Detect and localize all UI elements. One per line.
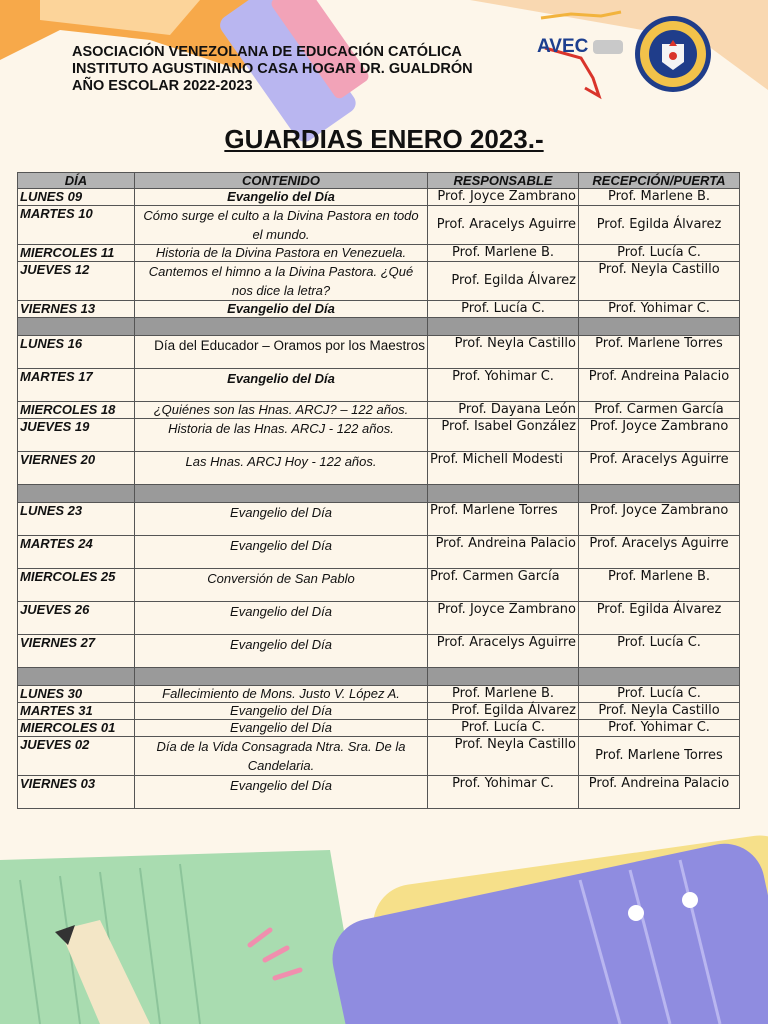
cell-recepcion: Prof. Joyce Zambrano xyxy=(579,419,740,452)
cell-recepcion: Prof. Aracelys Aguirre xyxy=(579,452,740,485)
week-separator xyxy=(18,318,740,336)
table-row xyxy=(18,776,740,809)
cell-recepcion: Prof. Andreina Palacio xyxy=(579,776,740,809)
table-header-row xyxy=(18,173,740,189)
cell-contenido: Día del Educador – Oramos por los Maestros xyxy=(135,336,428,369)
cell-responsable: Prof. Neyla Castillo xyxy=(428,737,579,776)
cell-contenido: Cómo surge el culto a la Divina Pastora en todo el mundo. xyxy=(135,206,428,245)
header-contenido: CONTENIDO xyxy=(135,173,428,189)
cell-recepcion: Prof. Neyla Castillo xyxy=(579,703,740,720)
cell-dia: MARTES 17 xyxy=(18,369,135,402)
cell-contenido: Evangelio del Día xyxy=(135,602,428,635)
svg-text:AVEC: AVEC xyxy=(537,36,589,57)
week-separator xyxy=(18,668,740,686)
table-row xyxy=(18,262,740,301)
cell-responsable: Prof. Marlene B. xyxy=(428,686,579,703)
table-row xyxy=(18,419,740,452)
cell-dia: MARTES 31 xyxy=(18,703,135,720)
table-row xyxy=(18,206,740,245)
cell-dia: MIERCOLES 18 xyxy=(18,402,135,419)
cell-dia: LUNES 23 xyxy=(18,503,135,536)
cell-contenido: Las Hnas. ARCJ Hoy - 122 años. xyxy=(135,452,428,485)
week-separator xyxy=(18,485,740,503)
cell-contenido: ¿Quiénes son las Hnas. ARCJ? – 122 años. xyxy=(135,402,428,419)
cell-responsable: Prof. Andreina Palacio xyxy=(428,536,579,569)
cell-contenido: Conversión de San Pablo xyxy=(135,569,428,602)
header-line-school-year: AÑO ESCOLAR 2022-2023 xyxy=(72,78,253,94)
cell-responsable: Prof. Joyce Zambrano xyxy=(428,189,579,206)
cell-contenido: Evangelio del Día xyxy=(135,536,428,569)
cell-responsable: Prof. Aracelys Aguirre xyxy=(428,206,579,245)
table-row xyxy=(18,189,740,206)
cell-dia: VIERNES 20 xyxy=(18,452,135,485)
cell-responsable: Prof. Egilda Álvarez xyxy=(428,703,579,720)
cell-contenido: Fallecimiento de Mons. Justo V. López A. xyxy=(135,686,428,703)
cell-recepcion: Prof. Yohimar C. xyxy=(579,720,740,737)
header-dia: DÍA xyxy=(18,173,135,189)
table-row xyxy=(18,536,740,569)
cell-dia: VIERNES 27 xyxy=(18,635,135,668)
cell-responsable: Prof. Marlene Torres xyxy=(428,503,579,536)
cell-responsable: Prof. Neyla Castillo xyxy=(428,336,579,369)
cell-recepcion: Prof. Lucía C. xyxy=(579,686,740,703)
cell-recepcion: Prof. Neyla Castillo xyxy=(579,262,740,301)
cell-responsable: Prof. Marlene B. xyxy=(428,245,579,262)
table-row xyxy=(18,569,740,602)
table-row xyxy=(18,635,740,668)
cell-dia: LUNES 16 xyxy=(18,336,135,369)
cell-responsable: Prof. Dayana León xyxy=(428,402,579,419)
cell-dia: LUNES 09 xyxy=(18,189,135,206)
cell-recepcion: Prof. Joyce Zambrano xyxy=(579,503,740,536)
cell-responsable: Prof. Carmen García xyxy=(428,569,579,602)
bottom-decoration xyxy=(0,830,768,1024)
cell-dia: MIERCOLES 25 xyxy=(18,569,135,602)
table-row xyxy=(18,703,740,720)
header-recepcion: RECEPCIÓN/PUERTA xyxy=(579,173,740,189)
cell-responsable: Prof. Yohimar C. xyxy=(428,776,579,809)
cell-dia: JUEVES 02 xyxy=(18,737,135,776)
cell-recepcion: Prof. Aracelys Aguirre xyxy=(579,536,740,569)
institute-seal-logo xyxy=(632,10,714,98)
table-row xyxy=(18,336,740,369)
cell-contenido: Evangelio del Día xyxy=(135,720,428,737)
cell-contenido: Historia de la Divina Pastora en Venezuela. xyxy=(135,245,428,262)
table-row xyxy=(18,402,740,419)
header-line-institute: INSTITUTO AGUSTINIANO CASA HOGAR DR. GUALDRÓN xyxy=(72,61,473,77)
cell-recepcion: Prof. Marlene Torres xyxy=(579,336,740,369)
cell-dia: JUEVES 26 xyxy=(18,602,135,635)
cell-responsable: Prof. Egilda Álvarez xyxy=(428,262,579,301)
cell-responsable: Prof. Isabel González xyxy=(428,419,579,452)
cell-recepcion: Prof. Egilda Álvarez xyxy=(579,206,740,245)
cell-dia: MARTES 10 xyxy=(18,206,135,245)
cell-recepcion: Prof. Marlene B. xyxy=(579,569,740,602)
cell-dia: MIERCOLES 01 xyxy=(18,720,135,737)
cell-contenido: Evangelio del Día xyxy=(135,776,428,809)
cell-recepcion: Prof. Carmen García xyxy=(579,402,740,419)
cell-dia: VIERNES 13 xyxy=(18,301,135,318)
header-line-association: ASOCIACIÓN VENEZOLANA DE EDUCACIÓN CATÓLICA xyxy=(72,44,462,60)
table-row xyxy=(18,686,740,703)
cell-contenido: Evangelio del Día xyxy=(135,635,428,668)
cell-recepcion: Prof. Marlene Torres xyxy=(579,737,740,776)
table-row xyxy=(18,245,740,262)
table-row xyxy=(18,737,740,776)
school-header xyxy=(72,44,473,95)
cell-contenido: Cantemos el himno a la Divina Pastora. ¿Qué nos dice la letra? xyxy=(135,262,428,301)
cell-responsable: Prof. Michell Modesti xyxy=(428,452,579,485)
cell-contenido: Evangelio del Día xyxy=(135,703,428,720)
cell-responsable: Prof. Yohimar C. xyxy=(428,369,579,402)
cell-responsable: Prof. Joyce Zambrano xyxy=(428,602,579,635)
cell-dia: LUNES 30 xyxy=(18,686,135,703)
cell-contenido: Historia de las Hnas. ARCJ - 122 años. xyxy=(135,419,428,452)
cell-responsable: Prof. Aracelys Aguirre xyxy=(428,635,579,668)
cell-contenido: Día de la Vida Consagrada Ntra. Sra. De la Candelaria. xyxy=(135,737,428,776)
guard-schedule-table xyxy=(17,172,740,809)
cell-contenido: Evangelio del Día xyxy=(135,189,428,206)
cell-recepcion: Prof. Egilda Álvarez xyxy=(579,602,740,635)
cell-contenido: Evangelio del Día xyxy=(135,301,428,318)
cell-dia: MIERCOLES 11 xyxy=(18,245,135,262)
header-responsable: RESPONSABLE xyxy=(428,173,579,189)
avec-logo xyxy=(531,8,631,100)
cell-dia: JUEVES 12 xyxy=(18,262,135,301)
table-row xyxy=(18,452,740,485)
table-row xyxy=(18,503,740,536)
cell-recepcion: Prof. Yohimar C. xyxy=(579,301,740,318)
cell-contenido: Evangelio del Día xyxy=(135,503,428,536)
cell-recepcion: Prof. Lucía C. xyxy=(579,245,740,262)
table-row xyxy=(18,602,740,635)
cell-dia: MARTES 24 xyxy=(18,536,135,569)
cell-contenido: Evangelio del Día xyxy=(135,369,428,402)
cell-responsable: Prof. Lucía C. xyxy=(428,301,579,318)
cell-recepcion: Prof. Marlene B. xyxy=(579,189,740,206)
cell-dia: JUEVES 19 xyxy=(18,419,135,452)
cell-recepcion: Prof. Andreina Palacio xyxy=(579,369,740,402)
table-row xyxy=(18,720,740,737)
table-row xyxy=(18,301,740,318)
cell-responsable: Prof. Lucía C. xyxy=(428,720,579,737)
cell-dia: VIERNES 03 xyxy=(18,776,135,809)
cell-recepcion: Prof. Lucía C. xyxy=(579,635,740,668)
table-row xyxy=(18,369,740,402)
page-title: GUARDIAS ENERO 2023.- xyxy=(224,124,544,154)
